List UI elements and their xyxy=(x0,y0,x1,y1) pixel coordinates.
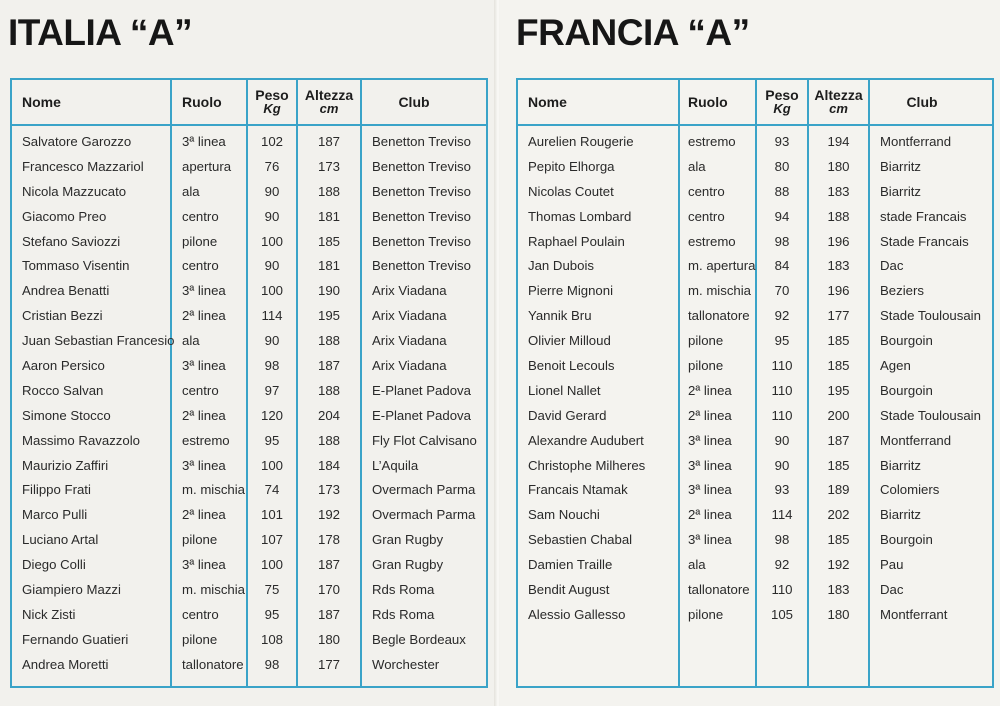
cell-peso: 90 xyxy=(774,457,790,473)
cell-peso: 92 xyxy=(774,308,790,324)
cell-peso: 114 xyxy=(261,308,283,324)
cell-club: Montferrand xyxy=(880,432,952,448)
cell-club: Montferrand xyxy=(880,134,952,149)
header-altezza-label: Altezza xyxy=(814,87,863,103)
cell-peso: 93 xyxy=(774,482,790,498)
cell-peso: 90 xyxy=(264,333,280,349)
cell-nome: Juan Sebastian Francesio xyxy=(22,333,175,349)
italia-page xyxy=(0,0,496,706)
table-row xyxy=(518,130,992,155)
cell-nome: Olivier Milloud xyxy=(528,333,611,349)
francia-rows xyxy=(518,130,992,628)
cell-ruolo: 3ª linea xyxy=(688,457,732,473)
cell-peso: 75 xyxy=(264,582,280,598)
cell-altezza: 196 xyxy=(827,283,850,299)
table-row xyxy=(12,279,486,304)
cell-peso: 98 xyxy=(264,358,280,374)
cell-nome: Luciano Artal xyxy=(22,532,99,548)
cell-nome: Simone Stocco xyxy=(22,407,111,423)
cell-altezza: 202 xyxy=(827,507,850,523)
cell-peso: 108 xyxy=(260,631,283,647)
table-row xyxy=(12,578,486,603)
cell-ruolo: ala xyxy=(688,158,706,174)
cell-altezza: 195 xyxy=(827,382,850,398)
cell-ruolo: 3ª linea xyxy=(182,283,226,299)
cell-club: Stade Francais xyxy=(880,233,969,249)
cell-peso: 98 xyxy=(264,656,280,672)
cell-nome: Alexandre Audubert xyxy=(528,432,644,448)
header-nome: Nome xyxy=(528,94,567,110)
cell-club: Rds Roma xyxy=(372,606,435,622)
cell-altezza: 188 xyxy=(827,208,850,224)
cell-club: Worchester xyxy=(372,656,440,672)
cell-altezza: 187 xyxy=(827,432,850,448)
cell-club: Benetton Treviso xyxy=(372,208,471,224)
cell-altezza: 190 xyxy=(317,283,340,299)
cell-peso: 92 xyxy=(774,557,790,573)
table-row xyxy=(12,329,486,354)
cell-peso: 105 xyxy=(770,606,793,622)
cell-ruolo: estremo xyxy=(182,432,230,448)
cell-altezza: 180 xyxy=(317,631,340,647)
cell-club: Arix Viadana xyxy=(372,283,447,299)
cell-club: Stade Toulousain xyxy=(880,407,981,423)
cell-peso: 94 xyxy=(774,208,790,224)
cell-club: Stade Toulousain xyxy=(880,308,981,324)
table-row xyxy=(518,205,992,230)
cell-peso: 100 xyxy=(260,557,283,573)
table-row xyxy=(12,478,486,503)
table-row xyxy=(518,329,992,354)
cell-ruolo: centro xyxy=(688,208,725,224)
table-row xyxy=(518,553,992,578)
cell-club: Colomiers xyxy=(880,482,940,498)
cell-peso: 110 xyxy=(771,407,793,423)
table-row xyxy=(12,180,486,205)
table-row xyxy=(12,454,486,479)
table-row xyxy=(12,503,486,528)
table-row xyxy=(12,155,486,180)
cell-peso: 88 xyxy=(774,183,790,199)
cell-peso: 90 xyxy=(774,432,790,448)
cell-altezza: 185 xyxy=(317,233,340,249)
header-peso-unit: Kg xyxy=(263,101,281,116)
cell-club: Overmach Parma xyxy=(372,482,476,498)
cell-peso: 120 xyxy=(260,407,283,423)
francia-page xyxy=(500,0,1000,706)
table-row xyxy=(12,379,486,404)
cell-peso: 70 xyxy=(774,283,790,299)
header-altezza-label: Altezza xyxy=(304,87,354,103)
cell-altezza: 185 xyxy=(827,532,850,548)
italia-rows xyxy=(12,130,486,678)
cell-nome: Pepito Elhorga xyxy=(528,158,615,174)
cell-altezza: 187 xyxy=(317,358,340,374)
cell-club: Beziers xyxy=(880,283,924,299)
table-row xyxy=(518,180,992,205)
cell-altezza: 196 xyxy=(827,233,850,249)
header-peso-label: Peso xyxy=(765,87,799,103)
cell-nome: Raphael Poulain xyxy=(528,233,625,249)
cell-club: Dac xyxy=(880,258,904,274)
cell-ruolo: tallonatore xyxy=(182,656,244,672)
cell-altezza: 185 xyxy=(827,358,850,374)
table-row xyxy=(12,628,486,653)
cell-ruolo: pilone xyxy=(182,631,218,647)
cell-club: Biarritz xyxy=(880,457,922,473)
cell-peso: 80 xyxy=(774,158,790,174)
table-row xyxy=(518,379,992,404)
cell-nome: Fernando Guatieri xyxy=(22,631,129,647)
cell-ruolo: m. mischia xyxy=(182,482,246,498)
cell-nome: Thomas Lombard xyxy=(528,208,632,224)
cell-club: L’Aquila xyxy=(372,457,419,473)
cell-altezza: 188 xyxy=(317,183,340,199)
cell-altezza: 184 xyxy=(317,457,340,473)
table-row xyxy=(518,603,992,628)
cell-nome: Aurelien Rougerie xyxy=(528,134,634,149)
cell-altezza: 180 xyxy=(827,606,850,622)
cell-altezza: 177 xyxy=(827,308,850,324)
cell-club: E-Planet Padova xyxy=(372,382,471,398)
cell-nome: Aaron Persico xyxy=(22,358,105,374)
cell-peso: 97 xyxy=(264,382,280,398)
cell-altezza: 170 xyxy=(317,582,340,598)
cell-altezza: 177 xyxy=(317,656,340,672)
cell-ruolo: pilone xyxy=(688,358,724,374)
header-peso-unit: Kg xyxy=(773,101,791,116)
cell-ruolo: tallonatore xyxy=(688,582,750,598)
cell-ruolo: pilone xyxy=(688,606,724,622)
cell-altezza: 178 xyxy=(317,532,340,548)
cell-peso: 74 xyxy=(264,482,280,498)
cell-peso: 110 xyxy=(771,582,793,598)
cell-nome: Giampiero Mazzi xyxy=(22,582,121,598)
cell-nome: Alessio Gallesso xyxy=(528,606,626,622)
cell-club: Rds Roma xyxy=(372,582,435,598)
cell-altezza: 181 xyxy=(317,208,340,224)
cell-altezza: 187 xyxy=(317,557,340,573)
table-row xyxy=(12,304,486,329)
cell-ruolo: pilone xyxy=(182,233,218,249)
cell-club: Arix Viadana xyxy=(372,308,447,324)
cell-ruolo: 2ª linea xyxy=(688,507,732,523)
cell-club: Biarritz xyxy=(880,183,922,199)
cell-club: Bourgoin xyxy=(880,333,933,349)
cell-ruolo: ala xyxy=(182,333,200,349)
header-altezza xyxy=(298,80,360,124)
table-row xyxy=(12,130,486,155)
cell-ruolo: estremo xyxy=(688,134,736,149)
cell-club: Benetton Treviso xyxy=(372,258,471,274)
cell-peso: 98 xyxy=(774,233,790,249)
table-row xyxy=(518,503,992,528)
cell-club: Agen xyxy=(880,358,911,374)
cell-nome: David Gerard xyxy=(528,407,607,423)
cell-altezza: 189 xyxy=(827,482,850,498)
cell-peso: 101 xyxy=(260,507,283,523)
cell-altezza: 185 xyxy=(827,457,850,473)
cell-nome: Nick Zisti xyxy=(22,606,76,622)
cell-nome: Tommaso Visentin xyxy=(22,258,130,274)
cell-club: Arix Viadana xyxy=(372,358,447,374)
cell-nome: Nicola Mazzucato xyxy=(22,183,127,199)
table-row xyxy=(518,254,992,279)
cell-nome: Francais Ntamak xyxy=(528,482,628,498)
cell-peso: 90 xyxy=(264,208,280,224)
header-peso xyxy=(248,80,296,124)
cell-club: stade Francais xyxy=(880,208,967,224)
cell-ruolo: 2ª linea xyxy=(688,382,732,398)
cell-ruolo: pilone xyxy=(688,333,724,349)
cell-altezza: 173 xyxy=(317,482,340,498)
cell-nome: Jan Dubois xyxy=(528,258,594,274)
cell-club: Gran Rugby xyxy=(372,532,444,548)
cell-nome: Marco Pulli xyxy=(22,507,88,523)
table-row xyxy=(518,528,992,553)
cell-nome: Diego Colli xyxy=(22,557,86,573)
cell-nome: Sam Nouchi xyxy=(528,507,600,523)
table-row xyxy=(518,454,992,479)
cell-ruolo: centro xyxy=(182,606,219,622)
cell-club: Arix Viadana xyxy=(372,333,447,349)
cell-ruolo: tallonatore xyxy=(688,308,750,324)
table-row xyxy=(518,429,992,454)
table-row xyxy=(518,279,992,304)
cell-altezza: 183 xyxy=(827,258,850,274)
cell-ruolo: pilone xyxy=(182,532,218,548)
cell-ruolo: estremo xyxy=(688,233,736,249)
cell-peso: 110 xyxy=(771,382,793,398)
cell-club: Montferrant xyxy=(880,606,948,622)
cell-nome: Andrea Moretti xyxy=(22,656,109,672)
cell-altezza: 187 xyxy=(317,606,340,622)
table-row xyxy=(518,578,992,603)
header-ruolo: Ruolo xyxy=(182,94,222,110)
cell-ruolo: 3ª linea xyxy=(688,432,732,448)
table-row xyxy=(12,528,486,553)
cell-nome: Damien Traille xyxy=(528,557,613,573)
italia-roster-table xyxy=(10,78,488,688)
header-altezza xyxy=(809,80,868,124)
cell-altezza: 187 xyxy=(317,134,340,149)
cell-ruolo: ala xyxy=(182,183,200,199)
cell-ruolo: 3ª linea xyxy=(688,482,732,498)
cell-nome: Bendit August xyxy=(528,582,610,598)
cell-ruolo: centro xyxy=(182,208,219,224)
cell-peso: 76 xyxy=(264,158,280,174)
cell-nome: Francesco Mazzariol xyxy=(22,158,144,174)
table-row xyxy=(518,230,992,255)
cell-club: Gran Rugby xyxy=(372,557,444,573)
cell-altezza: 183 xyxy=(827,582,850,598)
table-row xyxy=(518,478,992,503)
cell-altezza: 200 xyxy=(827,407,850,423)
cell-peso: 100 xyxy=(260,283,283,299)
cell-ruolo: m. mischia xyxy=(688,283,752,299)
cell-ruolo: 2ª linea xyxy=(688,407,732,423)
cell-altezza: 192 xyxy=(827,557,850,573)
header-nome: Nome xyxy=(22,94,61,110)
cell-nome: Filippo Frati xyxy=(22,482,91,498)
cell-altezza: 188 xyxy=(317,382,340,398)
cell-nome: Sebastien Chabal xyxy=(528,532,633,548)
cell-ruolo: centro xyxy=(688,183,725,199)
cell-ruolo: 3ª linea xyxy=(182,134,226,149)
table-row xyxy=(12,653,486,678)
cell-club: Pau xyxy=(880,557,904,573)
cell-ruolo: 2ª linea xyxy=(182,507,226,523)
cell-ruolo: 3ª linea xyxy=(182,457,226,473)
cell-ruolo: 2ª linea xyxy=(182,407,226,423)
table-row xyxy=(12,429,486,454)
italia-title: ITALIA “A” xyxy=(8,12,193,53)
cell-ruolo: apertura xyxy=(182,158,232,174)
cell-peso: 100 xyxy=(260,457,283,473)
header-peso xyxy=(757,80,807,124)
cell-nome: Nicolas Coutet xyxy=(528,183,614,199)
cell-ruolo: 3ª linea xyxy=(182,557,226,573)
cell-nome: Stefano Saviozzi xyxy=(22,233,121,249)
cell-club: Bourgoin xyxy=(880,532,933,548)
cell-altezza: 185 xyxy=(827,333,850,349)
cell-altezza: 194 xyxy=(827,134,850,149)
header-club: Club xyxy=(398,94,430,110)
cell-altezza: 195 xyxy=(317,308,340,324)
cell-ruolo: centro xyxy=(182,258,219,274)
cell-club: Biarritz xyxy=(880,158,922,174)
cell-peso: 100 xyxy=(260,233,283,249)
cell-nome: Christophe Milheres xyxy=(528,457,646,473)
cell-altezza: 188 xyxy=(317,432,340,448)
table-row xyxy=(12,254,486,279)
cell-altezza: 180 xyxy=(827,158,850,174)
cell-peso: 98 xyxy=(774,532,790,548)
cell-nome: Lionel Nallet xyxy=(528,382,601,398)
cell-peso: 90 xyxy=(264,258,280,274)
cell-club: Biarritz xyxy=(880,507,922,523)
cell-ruolo: 2ª linea xyxy=(182,308,226,324)
cell-ruolo: centro xyxy=(182,382,219,398)
cell-nome: Pierre Mignoni xyxy=(528,283,614,299)
cell-nome: Andrea Benatti xyxy=(22,283,110,299)
header-altezza-unit: cm xyxy=(829,101,848,116)
table-row xyxy=(12,354,486,379)
cell-club: Benetton Treviso xyxy=(372,158,471,174)
cell-nome: Salvatore Garozzo xyxy=(22,134,132,149)
cell-peso: 95 xyxy=(264,432,280,448)
francia-title: FRANCIA “A” xyxy=(516,12,750,53)
header-peso-label: Peso xyxy=(255,87,289,103)
table-row xyxy=(12,553,486,578)
cell-nome: Yannik Bru xyxy=(528,308,592,324)
table-row xyxy=(12,603,486,628)
cell-club: Benetton Treviso xyxy=(372,134,471,149)
table-row xyxy=(518,155,992,180)
cell-ruolo: ala xyxy=(688,557,706,573)
cell-club: E-Planet Padova xyxy=(372,407,471,423)
table-row xyxy=(518,404,992,429)
cell-nome: Giacomo Preo xyxy=(22,208,107,224)
cell-peso: 95 xyxy=(264,606,280,622)
table-row xyxy=(12,205,486,230)
cell-peso: 114 xyxy=(771,507,793,523)
header-altezza-unit: cm xyxy=(319,101,339,116)
cell-altezza: 181 xyxy=(317,258,340,274)
cell-club: Dac xyxy=(880,582,904,598)
cell-altezza: 173 xyxy=(317,158,340,174)
cell-altezza: 188 xyxy=(317,333,340,349)
header-ruolo: Ruolo xyxy=(688,94,728,110)
table-row xyxy=(518,354,992,379)
cell-peso: 95 xyxy=(774,333,790,349)
header-club: Club xyxy=(906,94,938,110)
table-row xyxy=(12,404,486,429)
table-row xyxy=(12,230,486,255)
cell-nome: Massimo Ravazzolo xyxy=(22,432,140,448)
cell-nome: Rocco Salvan xyxy=(22,382,104,398)
cell-peso: 110 xyxy=(771,358,793,374)
cell-peso: 102 xyxy=(260,134,283,149)
cell-club: Benetton Treviso xyxy=(372,233,471,249)
cell-club: Fly Flot Calvisano xyxy=(372,432,477,448)
cell-club: Benetton Treviso xyxy=(372,183,471,199)
cell-altezza: 183 xyxy=(827,183,850,199)
cell-club: Bourgoin xyxy=(880,382,933,398)
cell-nome: Cristian Bezzi xyxy=(22,308,103,324)
cell-peso: 93 xyxy=(774,134,790,149)
table-row xyxy=(518,304,992,329)
cell-altezza: 192 xyxy=(317,507,340,523)
cell-peso: 107 xyxy=(260,532,283,548)
cell-nome: Maurizio Zaffiri xyxy=(22,457,109,473)
cell-peso: 90 xyxy=(264,183,280,199)
cell-altezza: 204 xyxy=(317,407,340,423)
cell-club: Begle Bordeaux xyxy=(372,631,466,647)
francia-roster-table xyxy=(516,78,994,688)
cell-ruolo: m. mischia xyxy=(182,582,246,598)
cell-ruolo: m. apertura xyxy=(688,258,756,274)
cell-ruolo: 3ª linea xyxy=(688,532,732,548)
cell-club: Overmach Parma xyxy=(372,507,476,523)
cell-ruolo: 3ª linea xyxy=(182,358,226,374)
cell-peso: 84 xyxy=(774,258,790,274)
cell-nome: Benoit Lecouls xyxy=(528,358,615,374)
